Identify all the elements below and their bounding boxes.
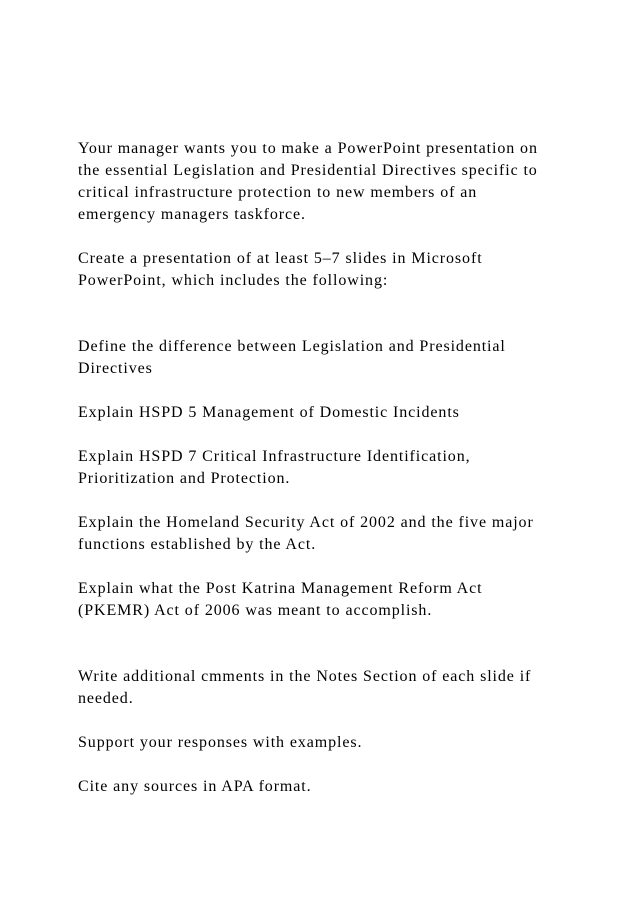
notes-paragraph: Write additional cmments in the Notes Section of each slide if needed. [78,668,532,707]
document-body [78,138,598,798]
requirement-hspd5: Explain HSPD 5 Management of Domestic Incidents [78,404,460,421]
examples-paragraph: Support your responses with examples. [78,734,363,751]
requirement-hspd7: Explain HSPD 7 Critical Infrastructure Identification, Prioritization and Protection. [78,448,471,487]
instructions-paragraph: Create a presentation of at least 5–7 slides in Microsoft PowerPoint, which includes the following: [78,250,483,289]
requirement-homeland-security-act: Explain the Homeland Security Act of 2002 and the five major functions established by the Act. [78,514,534,553]
requirement-define-difference: Define the difference between Legislation and Presidential Directives [78,338,506,377]
citation-paragraph: Cite any sources in APA format. [78,778,312,795]
intro-paragraph: Your manager wants you to make a PowerPoint presentation on the essential Legislation and Presidential Directives specific to critical infrastructure protection to new members of an emergency managers taskforce. [78,140,538,223]
requirement-pkemr: Explain what the Post Katrina Management Reform Act (PKEMR) Act of 2006 was meant to accomplish. [78,580,483,619]
